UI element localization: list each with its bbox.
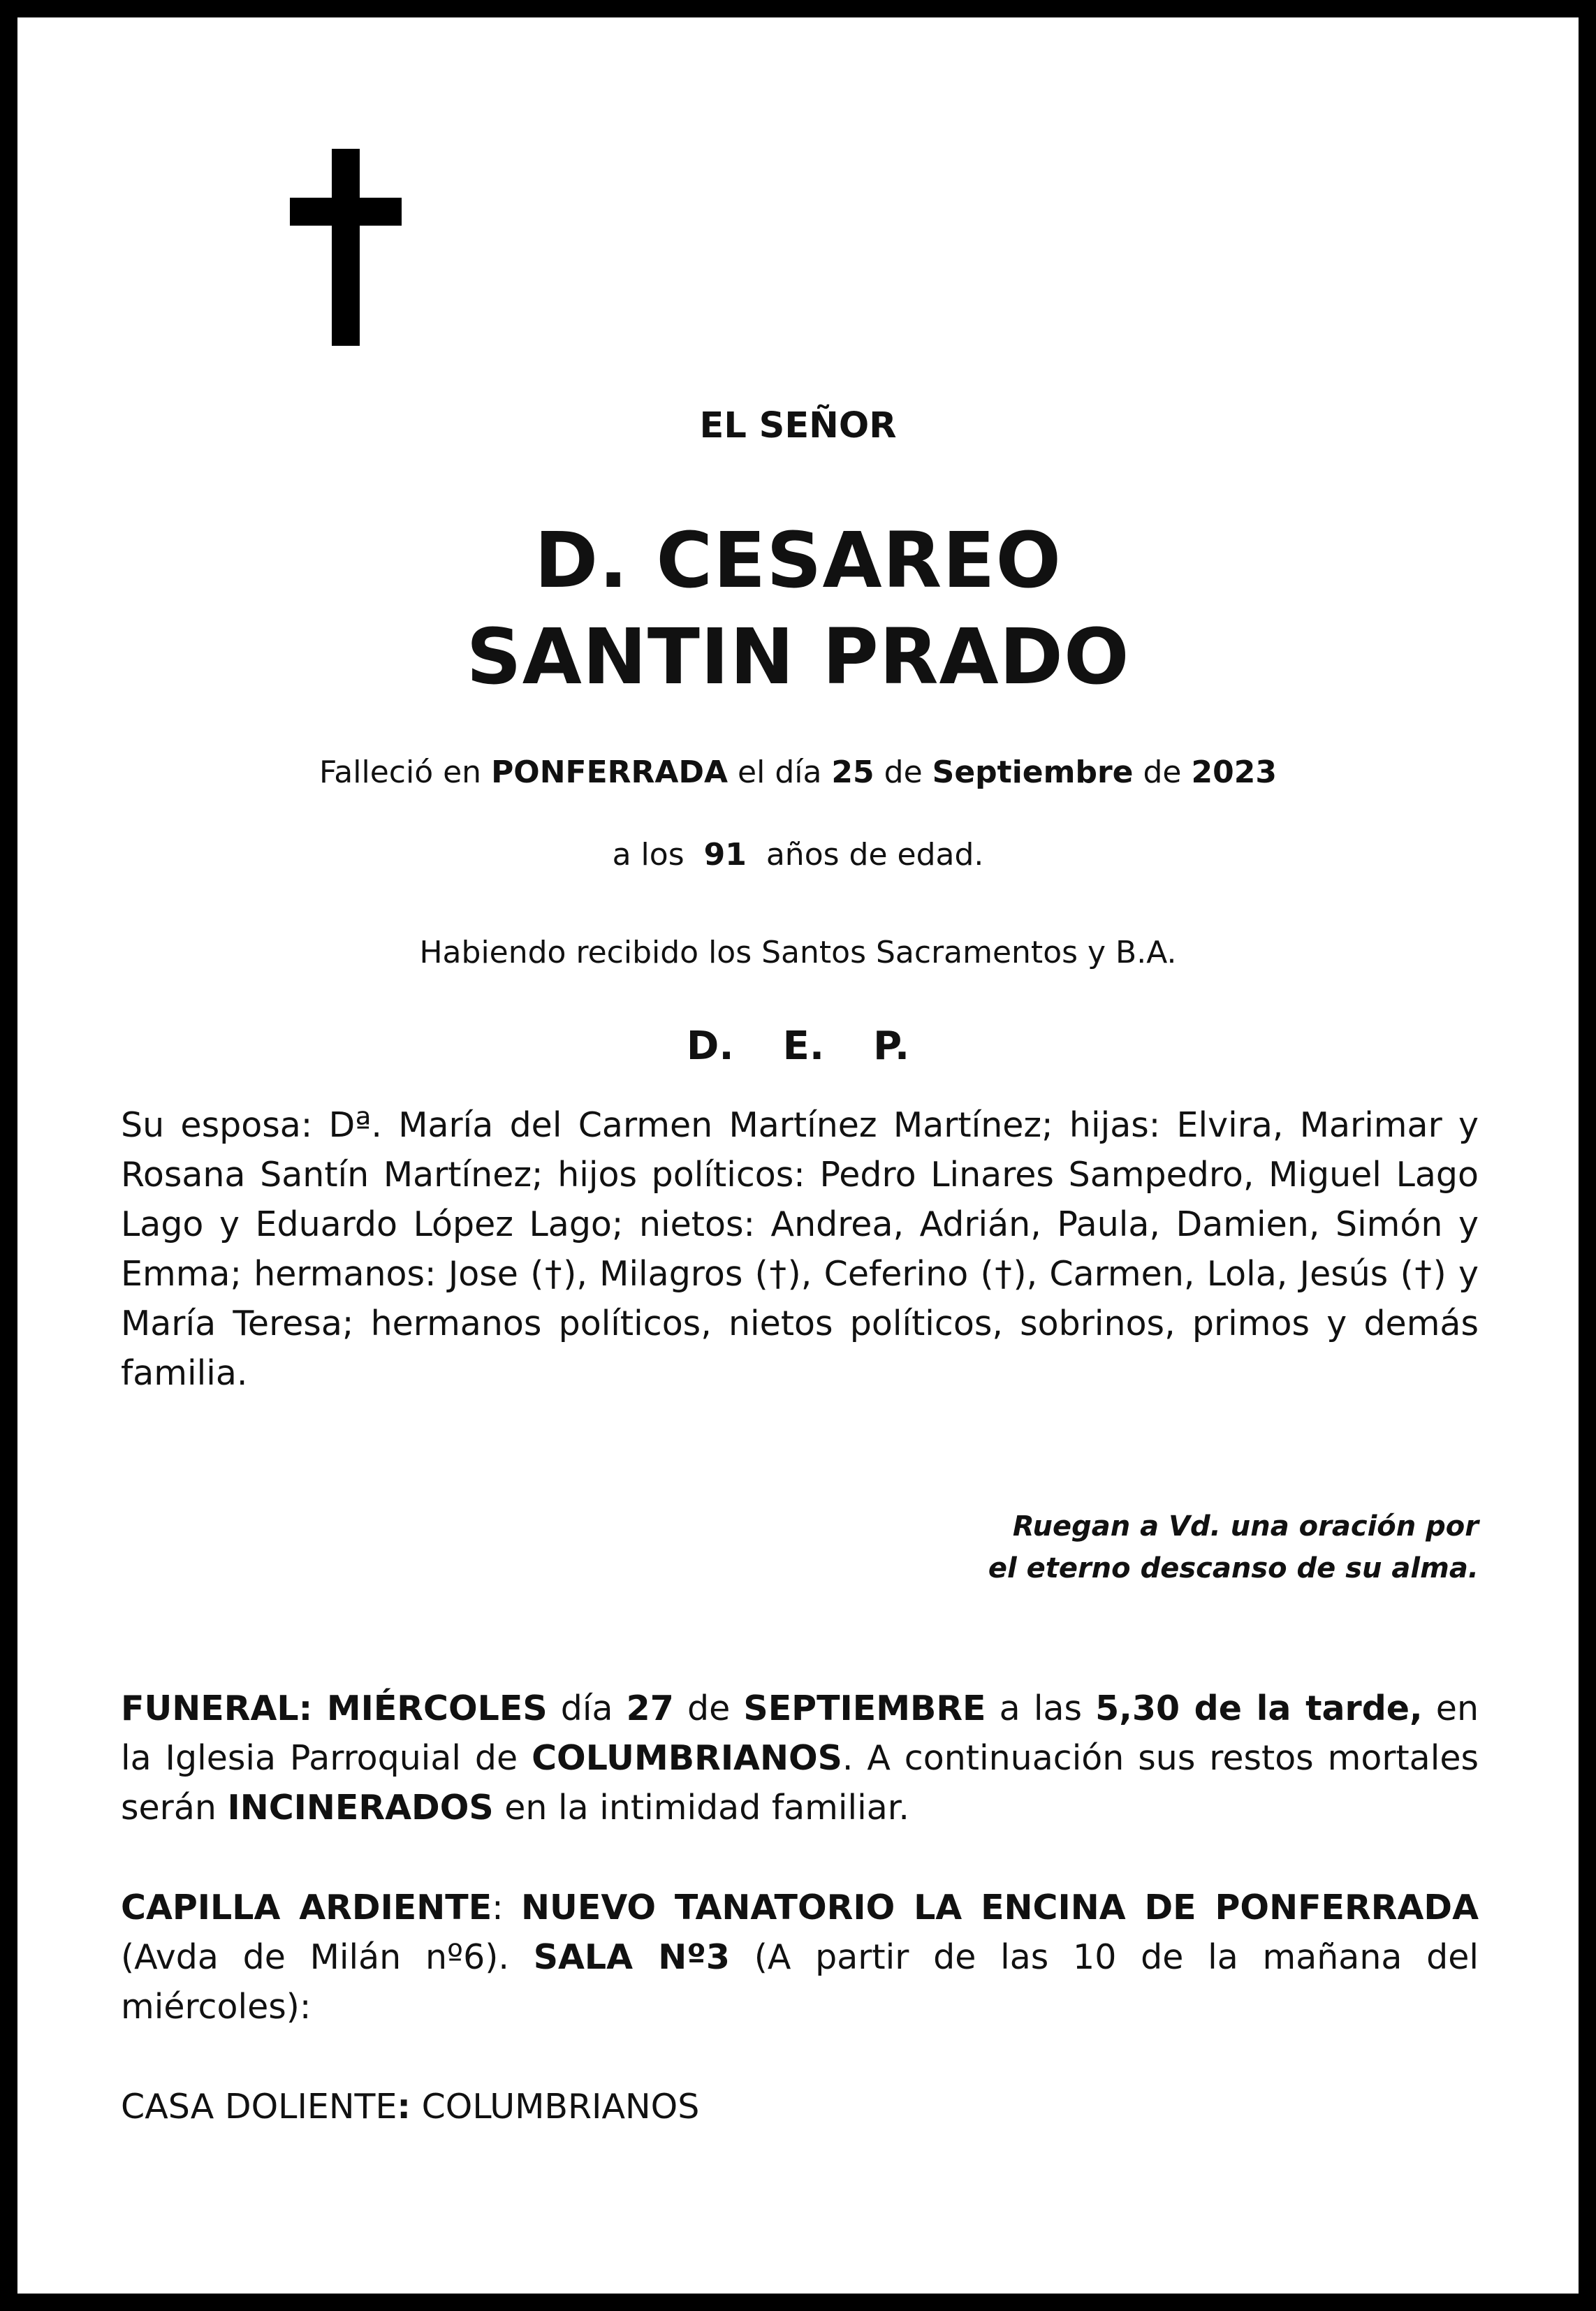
age-line: a los 91 años de edad. [612,837,984,873]
obituary-card [17,17,1579,2294]
funeral-paragraph: FUNERAL: MIÉRCOLES día 27 de SEPTIEMBRE a las 5,30 de la tarde, en la Iglesia Parroquial de COLUMBRIANOS. A continuación sus restos mortales serán INCINERADOS en la intimidad familiar. [121,1689,1479,1828]
deceased-name-line1: D. CESAREO [534,516,1062,605]
heading: EL SEÑOR [699,405,897,446]
death-line: Falleció en PONFERRADA el día 25 de Septiembre de 2023 [319,754,1277,790]
death-year: 2023 [1191,754,1277,790]
death-city: PONFERRADA [491,754,729,790]
sacraments-line: Habiendo recibido los Santos Sacramentos y B.A. [419,935,1177,970]
latin-cross-icon [290,149,402,346]
deceased-name-line2: SANTIN PRADO [466,612,1130,701]
family-paragraph: Su esposa: Dª. María del Carmen Martínez Martínez; hijas: Elvira, Marimar y Rosana Santín Martínez; hijos políticos: Pedro Linares Sampedro, Miguel Lago Lago y Eduardo López Lago; nietos: Andrea, Adrián, Paula, Damien, Simón y Emma; hermanos: Jose (†), Milagros (†), Ceferino (†), Carmen, Lola, Jesús (†) y María Teresa; hermanos políticos, nietos políticos, sobrinos, primos y demás familia. [121,1105,1479,1393]
death-month: Septiembre [932,754,1134,790]
mourning-house-line: CASA DOLIENTE: COLUMBRIANOS [121,2087,700,2127]
chapel-paragraph: CAPILLA ARDIENTE: NUEVO TANATORIO LA ENCINA DE PONFERRADA (Avda de Milán nº6). SALA Nº3 (A partir de las 10 de la mañana del miércoles): [121,1888,1479,2027]
death-day: 25 [831,754,874,790]
dep-line: D. E. P. [686,1023,910,1069]
age-value: 91 [703,837,747,873]
prayer-text: Ruegan a Vd. una oración por el eterno descanso de su alma. [988,1510,1479,1584]
